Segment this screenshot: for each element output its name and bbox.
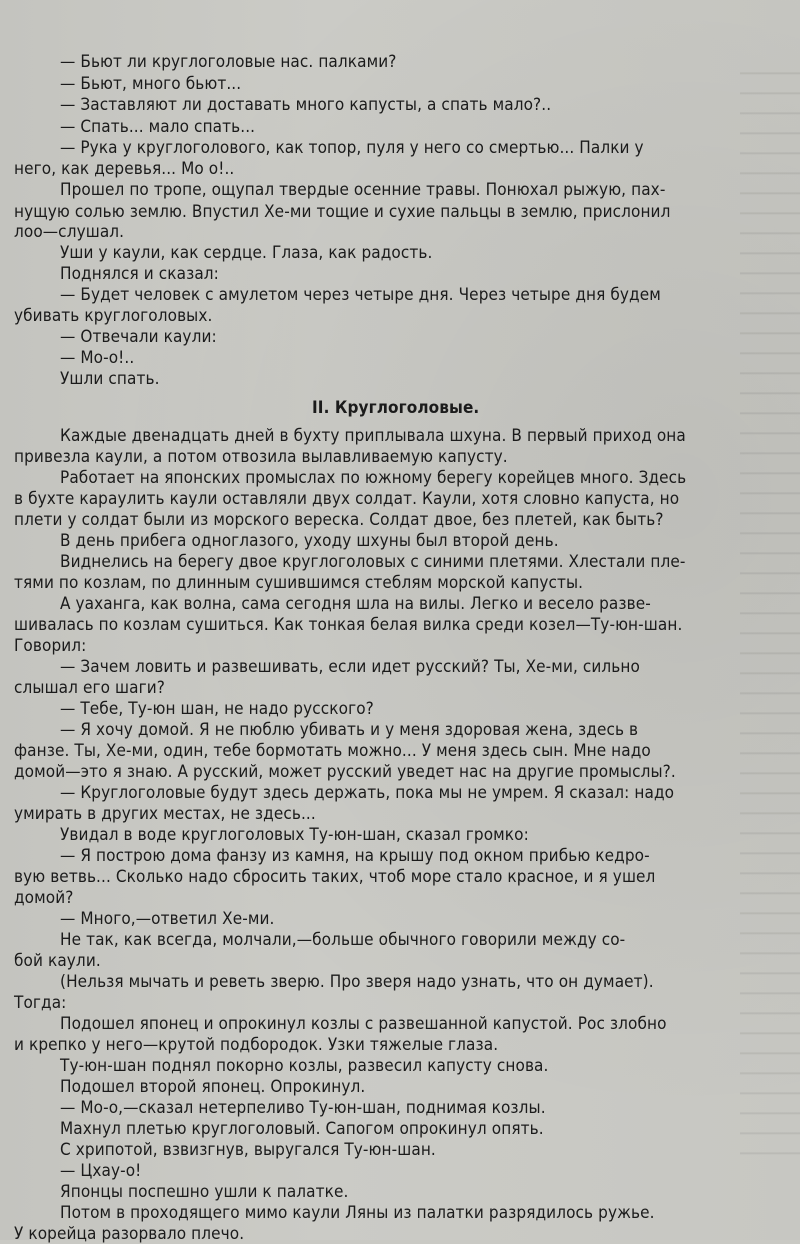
text-line: — Мо-о!.. bbox=[60, 348, 135, 368]
text-line: В день прибега одноглазого, уходу шхуны был второй день. bbox=[60, 531, 559, 551]
text-line: Потом в проходящего мимо каули Ляны из палатки разрядилось ружье. bbox=[60, 1203, 655, 1223]
text-line: — Бьют ли круглоголовые нас. палками? bbox=[60, 52, 397, 72]
text-line: — Рука у круглоголового, как топор, пуля у него со смертью... Палки у bbox=[60, 138, 644, 158]
text-line: в бухте караулить каули оставляли двух солдат. Каули, хотя словно капуста, но bbox=[14, 489, 680, 509]
text-line: Ушли спать. bbox=[60, 369, 160, 389]
text-line: тями по козлам, по длинным сушившимся стеблям морской капусты. bbox=[14, 573, 584, 593]
text-line: Подошел второй японец. Опрокинул. bbox=[60, 1077, 366, 1097]
text-line: (Нельзя мычать и реветь зверю. Про зверя надо узнать, что он думает). bbox=[60, 972, 654, 992]
text-line: — Спать... мало спать... bbox=[60, 117, 256, 137]
text-line: лоо—слушал. bbox=[14, 222, 125, 242]
text-line: — Цхау-о! bbox=[60, 1161, 142, 1181]
section-heading: II. Круглоголовые. bbox=[312, 398, 480, 418]
text-line: Не так, как всегда, молчали,—больше обычного говорили между со- bbox=[60, 930, 626, 950]
text-line: него, как деревья... Мо о!.. bbox=[14, 159, 235, 179]
text-line: Ту-юн-шан поднял покорно козлы, развесил капусту снова. bbox=[60, 1056, 549, 1076]
text-line: Поднялся и сказал: bbox=[60, 264, 219, 284]
text-line: — Заставляют ли доставать много капусты, а спать мало?.. bbox=[60, 95, 552, 115]
text-line: У корейца разорвало плечо. bbox=[14, 1224, 245, 1244]
text-line: Тогда: bbox=[14, 993, 67, 1013]
text-line: — Я хочу домой. Я не пюблю убивать и у меня здоровая жена, здесь в bbox=[60, 720, 639, 740]
text-line: — Круглоголовые будут здесь держать, пока мы не умрем. Я сказал: надо bbox=[60, 783, 675, 803]
text-line: — Много,—ответил Хе-ми. bbox=[60, 909, 275, 929]
text-line: — Мо-о,—сказал нетерпеливо Ту-юн-шан, поднимая козлы. bbox=[60, 1098, 546, 1118]
text-line: Подошел японец и опрокинул козлы с развешанной капустой. Рос злобно bbox=[60, 1014, 667, 1034]
text-line: слышал его шаги? bbox=[14, 678, 165, 698]
text-line: фанзе. Ты, Хе-ми, один, тебе бормотать можно... У меня здесь сын. Мне надо bbox=[14, 741, 651, 761]
show-through-text bbox=[740, 60, 800, 1160]
text-line: Прошел по тропе, ощупал твердые осенние травы. Понюхал рыжую, пах- bbox=[60, 180, 666, 200]
text-line: — Зачем ловить и развешивать, если идет русский? Ты, Хе-ми, сильно bbox=[60, 657, 640, 677]
text-line: домой? bbox=[14, 888, 74, 908]
text-line: Уши у каули, как сердце. Глаза, как радость. bbox=[60, 243, 433, 263]
text-line: домой—это я знаю. А русский, может русский уведет нас на другие промыслы?. bbox=[14, 762, 676, 782]
text-line: Японцы поспешно ушли к палатке. bbox=[60, 1182, 349, 1202]
text-line: С хрипотой, взвизгнув, выругался Ту-юн-шан. bbox=[60, 1140, 436, 1160]
text-line: и крепко у него—крутой подбородок. Узки тяжелые глаза. bbox=[14, 1035, 499, 1055]
text-line: — Тебе, Ту-юн шан, не надо русского? bbox=[60, 699, 374, 719]
text-line: бой каули. bbox=[14, 951, 101, 971]
text-line: шивалась по козлам сушиться. Как тонкая белая вилка среди козел—Ту-юн-шан. bbox=[14, 615, 683, 635]
text-line: — Отвечали каули: bbox=[60, 327, 217, 347]
text-line: — Я построю дома фанзу из камня, на крышу под окном прибью кедро- bbox=[60, 846, 650, 866]
text-line: убивать круглоголовых. bbox=[14, 306, 213, 326]
text-line: — Бьют, много бьют... bbox=[60, 74, 242, 94]
text-line: привезла каули, а потом отвозила вылавливаемую капусту. bbox=[14, 447, 508, 467]
text-line: — Будет человек с амулетом через четыре дня. Через четыре дня будем bbox=[60, 285, 661, 305]
text-line: Говорил: bbox=[14, 636, 87, 656]
text-line: умирать в других местах, не здесь... bbox=[14, 804, 316, 824]
text-line: плети у солдат были из морского вереска. Солдат двое, без плетей, как быть? bbox=[14, 510, 664, 530]
text-line: Увидал в воде круглоголовых Ту-юн-шан, сказал громко: bbox=[60, 825, 529, 845]
text-line: А уаханга, как волна, сама сегодня шла на вилы. Легко и весело разве- bbox=[60, 594, 651, 614]
text-line: Махнул плетью круглоголовый. Сапогом опрокинул опять. bbox=[60, 1119, 544, 1139]
text-line: нущую солью землю. Впустил Хе-ми тощие и сухие пальцы в землю, прислонил bbox=[14, 202, 671, 222]
text-line: Каждые двенадцать дней в бухту приплывала шхуна. В первый приход она bbox=[60, 426, 686, 446]
text-line: Виднелись на берегу двое круглоголовых с синими плетями. Хлестали пле- bbox=[60, 552, 686, 572]
text-line: вую ветвь... Сколько надо сбросить таких, чтоб море стало красное, и я ушел bbox=[14, 867, 656, 887]
text-line: Работает на японских промыслах по южному берегу корейцев много. Здесь bbox=[60, 468, 687, 488]
